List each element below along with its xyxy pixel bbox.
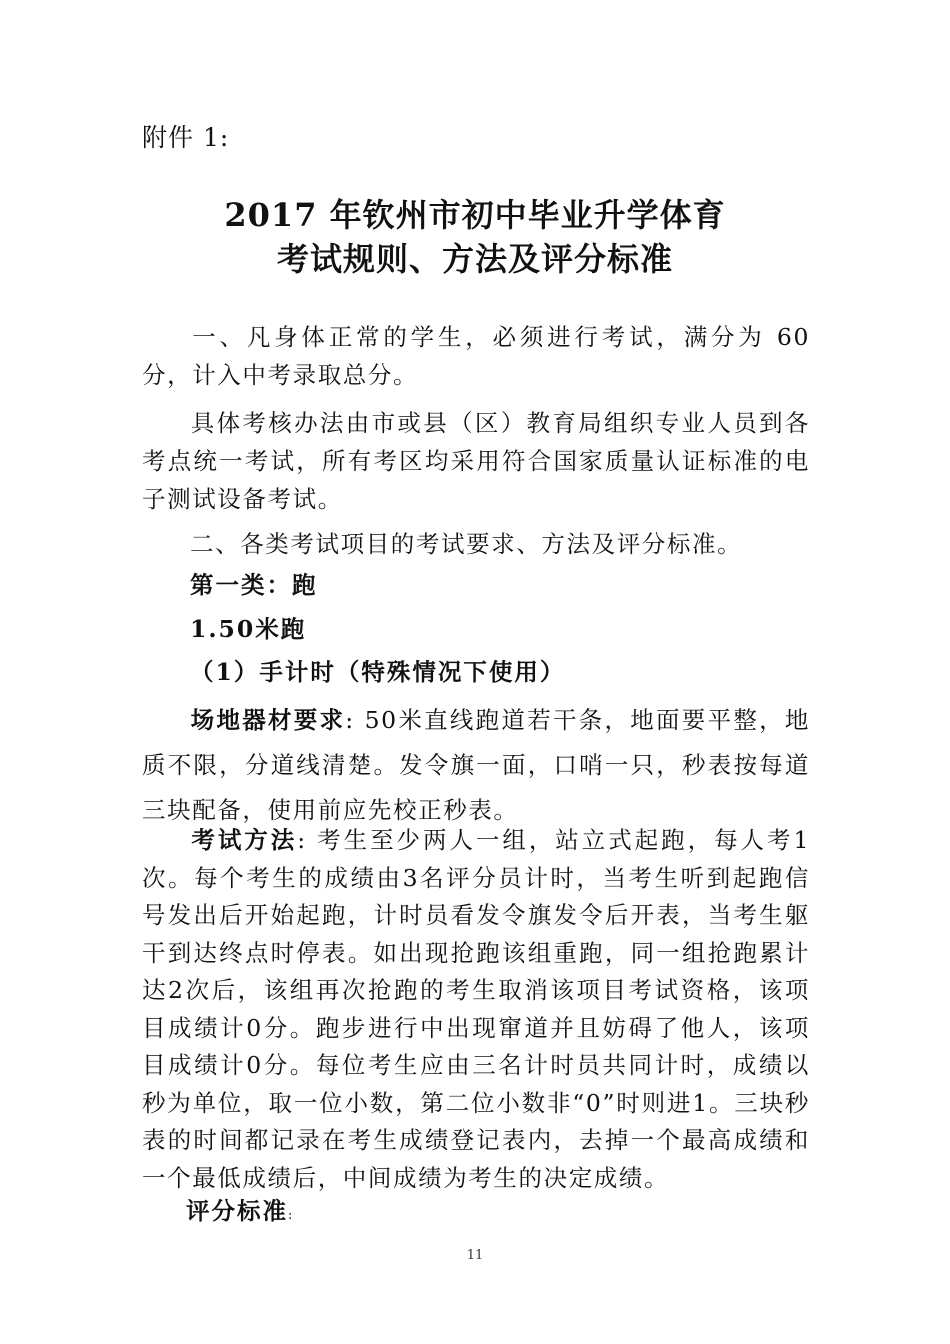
method-text: 考生至少两人一组，站立式起跑，每人考1次。每个考生的成绩由3名评分员计时，当考生听到起跑信号发出后开始起跑，计时员看发令旗发令后开表，当考生躯干到达终点时停表。如出现抢跑该组重跑，同一组抢跑累计达2次后，该组再次抢跑的考生取消该项目考试资格，该项目成绩计0分。跑步进行中出现窜道并且妨碍了他人，该项目成绩计0分。每位考生应由三名计时员共同计时，成绩以秒为单位，取一位小数，第二位小数非“0”时则进1。三块秒表的时间都记录在考生成绩登记表内，去掉一个最高成绩和一个最低成绩后，中间成绩为考生的决定成绩。 — [142, 826, 810, 1192]
method-label: 考试方法 — [190, 826, 298, 854]
paragraph-text: 具体考核办法由市或县（区）教育局组织专业人员到各考点统一考试，所有考区均采用符合国家质量认证标准的电子测试设备考试。 — [142, 409, 810, 513]
paragraph-exam-method — [142, 822, 810, 1197]
heading-category-run: 第一类：跑 — [190, 571, 318, 599]
paragraph-exam-organization — [142, 404, 810, 518]
scoring-colon: : — [288, 1208, 295, 1223]
paragraph-full-score — [142, 318, 810, 394]
heading-scoring-standard — [186, 1192, 294, 1226]
attachment-label: 附件 1: — [142, 123, 230, 152]
venue-label: 场地器材要求 — [190, 706, 346, 734]
heading-50m-run: 1.50米跑 — [190, 615, 307, 643]
paragraph-text: 二、各类考试项目的考试要求、方法及评分标准。 — [190, 530, 743, 558]
title-line-2: 考试规则、方法及评分标准 — [276, 240, 673, 278]
venue-text: 50米直线跑道若干条，地面要平整，地质不限，分道线清楚。发令旗一面，口哨一只，秒表按每道三块配备，使用前应先校正秒表。 — [142, 706, 810, 824]
paragraph-exam-items — [142, 525, 810, 563]
title-line-1: 2017 年钦州市初中毕业升学体育 — [224, 196, 726, 234]
scoring-label: 评分标准 — [186, 1197, 288, 1225]
heading-hand-timing: （1）手计时（特殊情况下使用） — [190, 658, 566, 686]
venue-colon: : — [345, 706, 355, 734]
method-colon: : — [297, 826, 307, 854]
paragraph-venue-equipment — [142, 698, 810, 833]
paragraph-text: 一、凡身体正常的学生，必须进行考试，满分为 60 分，计入中考录取总分。 — [142, 323, 810, 389]
page-number: 11 — [466, 1248, 484, 1263]
